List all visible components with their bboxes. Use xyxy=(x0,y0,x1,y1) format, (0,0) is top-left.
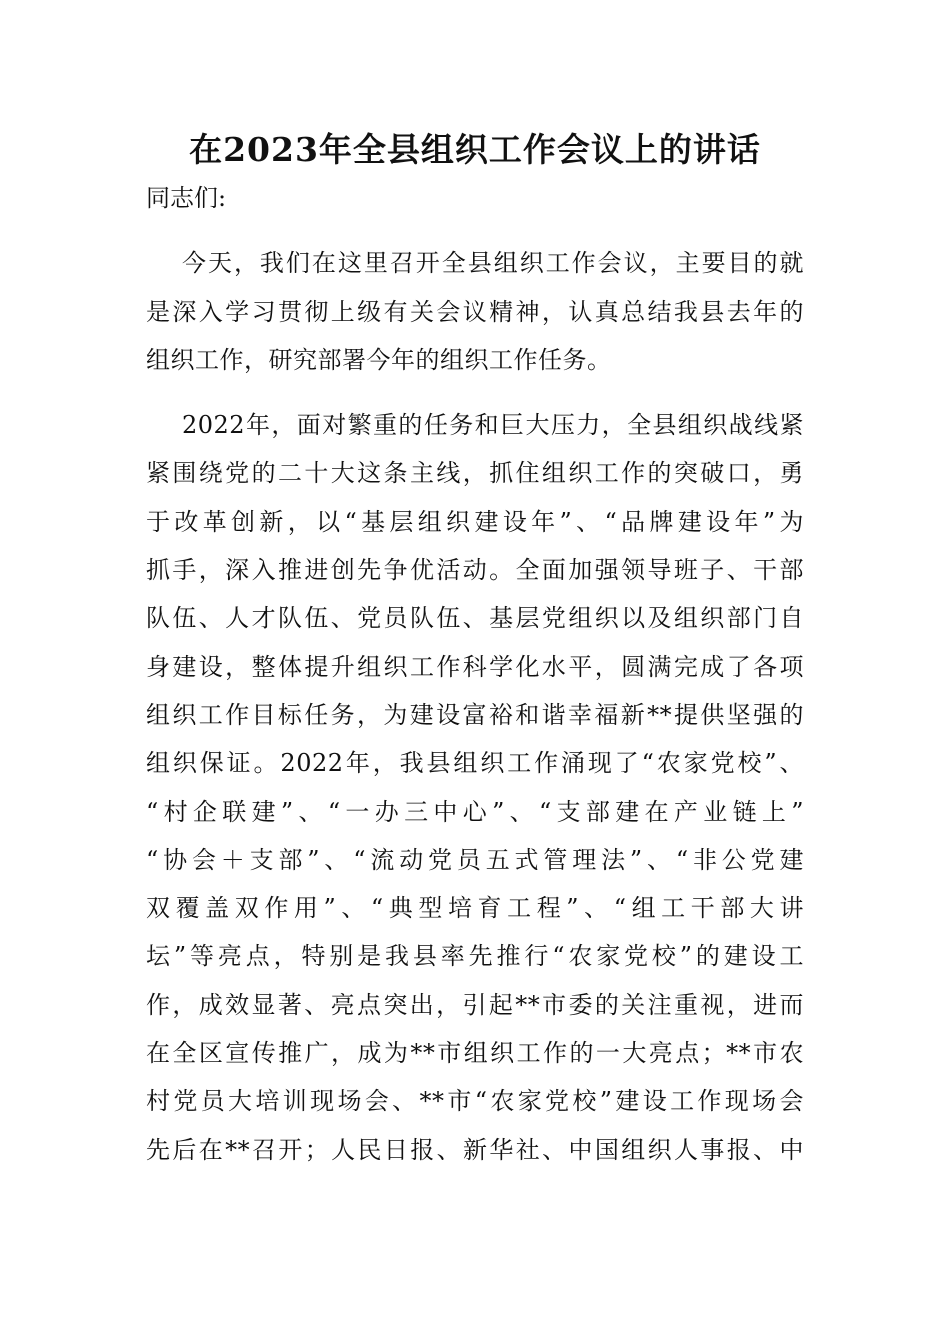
paragraph-line: 先后在**召开；人民日报、新华社、中国组织人事报、中 xyxy=(146,1135,804,1164)
paragraph-line: 队伍、人才队伍、党员队伍、基层党组织以及组织部门自 xyxy=(146,604,804,633)
document-title: 在2023年全县组织工作会议上的讲话 xyxy=(189,130,761,169)
paragraph-line: 组织工作，研究部署今年的组织工作任务。 xyxy=(146,345,612,374)
paragraph-spacer xyxy=(146,384,804,401)
paragraph-line: 于改革创新，以“基层组织建设年”、“品牌建设年”为 xyxy=(146,507,804,536)
paragraph-line: “村企联建”、“一办三中心”、“支部建在产业链上” xyxy=(146,797,804,826)
paragraph-line: 2022年，面对繁重的任务和巨大压力，全县组织战线紧 xyxy=(182,411,804,440)
paragraph-line: 双覆盖双作用”、“典型培育工程”、“组工干部大讲 xyxy=(146,894,804,923)
paragraph-2 xyxy=(146,401,804,1174)
paragraph-line: “协会＋支部”、“流动党员五式管理法”、“非公党建 xyxy=(146,845,804,874)
paragraph-line: 组织工作目标任务，为建设富裕和谐幸福新**提供坚强的 xyxy=(146,700,804,729)
paragraph-line: 身建设，整体提升组织工作科学化水平，圆满完成了各项 xyxy=(146,652,804,681)
paragraph-line: 在全区宣传推广，成为**市组织工作的一大亮点；**市农 xyxy=(146,1039,804,1068)
paragraph-line: 是深入学习贯彻上级有关会议精神，认真总结我县去年的 xyxy=(146,297,804,326)
document-body xyxy=(146,174,804,1174)
paragraph-line: 今天，我们在这里召开全县组织工作会议，主要目的就 xyxy=(182,249,804,278)
paragraph-1 xyxy=(146,239,804,384)
greeting: 同志们: xyxy=(146,184,227,212)
paragraph-line: 坛”等亮点，特别是我县率先推行“农家党校”的建设工 xyxy=(146,942,804,971)
paragraph-line: 抓手，深入推进创先争优活动。全面加强领导班子、干部 xyxy=(146,556,804,585)
paragraph-line: 紧围绕党的二十大这条主线，抓住组织工作的突破口，勇 xyxy=(146,459,804,488)
paragraph-line: 作，成效显著、亮点突出，引起**市委的关注重视，进而 xyxy=(146,990,804,1019)
paragraph-line: 组织保证。2022年，我县组织工作涌现了“农家党校”、 xyxy=(146,749,804,778)
paragraph-line: 村党员大培训现场会、**市“农家党校”建设工作现场会 xyxy=(146,1087,804,1116)
